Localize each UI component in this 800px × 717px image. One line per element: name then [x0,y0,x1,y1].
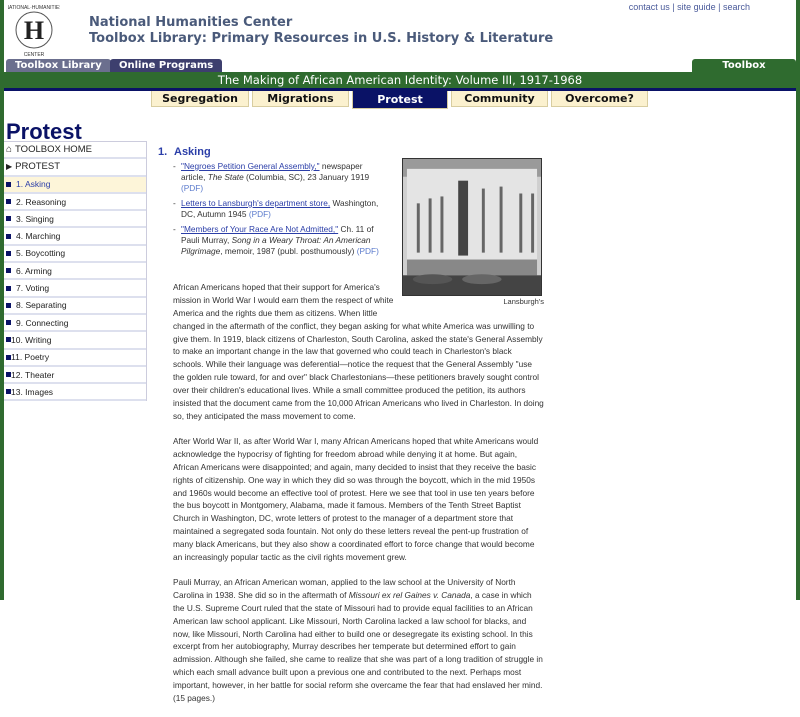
tab-online-programs[interactable]: Online Programs [110,59,222,72]
contact-link[interactable]: contact us [628,2,670,12]
subtab-overcome[interactable]: Overcome? [551,91,648,107]
sidebar-item-12[interactable] [4,367,146,384]
section-number: 1. [158,146,168,158]
source-text: Ch. 11 of Pauli Murray, [181,223,374,245]
pdf-link[interactable]: (PDF) [248,208,271,219]
home-icon: ⌂ [6,144,13,156]
subtab-segregation[interactable]: Segregation [151,91,249,107]
photo-caption: Lansburgh's [503,296,544,306]
sidebar-item-label: 7. Voting [16,283,50,294]
nhc-logo[interactable] [8,2,60,58]
source-link[interactable]: "Negroes Petition General Assembly," [181,160,320,171]
pdf-link[interactable]: (PDF) [356,245,379,256]
tab-toolbox-library[interactable]: Toolbox Library [6,59,111,72]
svg-text:NATIONAL·HUMANITIES: NATIONAL·HUMANITIES [8,5,60,11]
sidebar-home[interactable] [4,142,146,159]
top-links: contact us | site guide | search [628,2,750,12]
sidebar-item-5[interactable] [4,246,146,263]
list-item [173,161,388,194]
site-subtitle: Toolbox Library: Primary Resources in U.S. History & Literature [89,31,554,46]
volume-banner: The Making of African American Identity: Volume III, 1917-1968 [4,72,796,88]
source-list [173,161,388,257]
bullet-square-icon [6,199,11,204]
page-title: Protest [6,119,82,144]
sidebar-item-label: 4. Marching [16,231,61,242]
sidebar-item-label: 3. Singing [16,213,54,224]
source-link[interactable]: Letters to Lansburgh's department store, [181,197,331,208]
sidebar-item-4[interactable] [4,228,146,245]
paragraph-text: , a case in which the U.S. Supreme Court ruled that the state of Missouri had to provide equal facilities to an African American law school applicant. Like Missouri, North Carolina lacked a law school for blacks, and now, like Missouri, North Carolina had either to build one or desegregate its existing school. In this excerpt from her autobiography, Murray describes her temperate but determined effort to gain admission. Although she failed, she came to realize that she was part of a long tradition of struggle in which each small advance built upon a previous one and contributed to the next. Perhaps most important, however, in her battle for social reform she overcame the fear that had enslaved her mind. (15 pages.) [173,589,543,704]
site-header [89,15,553,47]
paragraph-text: Pauli Murray, an African American woman, applied to the law school at the University of North Carolina in 1938. She did so in the aftermath of [173,576,516,600]
site-guide-link[interactable]: site guide [677,2,716,12]
section-title: Asking [174,146,211,158]
subtab-community[interactable]: Community [451,91,548,107]
search-link[interactable]: search [722,2,750,12]
pdf-link[interactable]: (PDF) [181,182,204,193]
sidebar-item-8[interactable] [4,298,146,315]
sidebar-item-3[interactable] [4,211,146,228]
sidebar-item-label: 13. Images [11,386,54,397]
sidebar-section-label: PROTEST [15,161,61,173]
sidebar-item-7[interactable] [4,280,146,297]
intro-paragraph-1: African Americans hoped that their support for America's mission in World War I would earn them the respect of white America and the rights due them as citizens. When little changed in the aftermath of the conflict, they began asking for what white America was unwilling to give them. In 1919, black citizens of Charleston, South Carolina, asked the state's General Assembly to make an important change in the law that governed who could teach in Charleston's black schools. While their language was deferential—notice the request that the General Assembly "use the golden rule toward, for and over" black Charlestonians—these petitioners bravely sought control over their children's educational lives. While a small committee produced the petition, its authors insisted that the document came from the 10,000 African Americans who lived in Charleston. In doing so, they anticipated the mass movement to come. [173,281,544,421]
sidebar-item-label: 2. Reasoning [16,196,67,207]
bullet-square-icon [6,216,11,221]
bullet-square-icon [6,268,11,273]
sidebar-item-10[interactable] [4,332,146,349]
sidebar-item-label: 5. Boycotting [16,248,66,259]
subtab-protest[interactable]: Protest [352,91,448,109]
sidebar-item-label: 8. Separating [16,300,67,311]
main-content [158,146,544,717]
intro-paragraph-3 [173,576,544,705]
sidebar-item-2[interactable] [4,194,146,211]
sidebar-home-label: TOOLBOX HOME [15,144,92,156]
bullet-square-icon [6,234,11,239]
source-text: (Columbia, SC), 23 January 1919 [243,171,370,182]
list-item [173,198,388,220]
sidebar-item-11[interactable] [4,350,146,367]
source-publication: Song in a Weary Throat: An American Pilgrimage [181,234,371,256]
tab-toolbox[interactable]: Toolbox [692,59,796,72]
svg-text:H: H [23,16,45,45]
sidebar-section-protest[interactable] [4,159,146,176]
case-name: Missouri ex rel Gaines v. Canada [348,589,471,600]
sidebar-item-13[interactable] [4,384,146,401]
photo-figure [402,158,544,309]
subtab-migrations[interactable]: Migrations [252,91,349,107]
bullet-square-icon [6,303,11,308]
triangle-right-icon: ▶ [6,162,13,172]
bullet-square-icon [6,182,11,187]
bullet-square-icon [6,320,11,325]
sidebar-item-9[interactable] [4,315,146,332]
source-text: Washington, DC, Autumn 1945 [181,197,379,219]
bullet-square-icon [6,251,11,256]
sidebar-item-label: 9. Connecting [16,317,69,328]
sidebar-item-6[interactable] [4,263,146,280]
svg-text:CENTER: CENTER [23,52,45,58]
sidebar-item-1[interactable] [4,177,146,194]
source-publication: The State [207,171,244,182]
source-text: , memoir, 1987 (publ. posthumously) [220,245,357,256]
sidebar-item-label: 11. Poetry [11,352,50,363]
intro-paragraph-2: After World War II, as after World War I, many African Americans hoped that white Americans would acknowledge the hypocrisy of fighting for freedom abroad while denying it at home. But again, African Americans were disappointed; and again, many decided to insist that they receive the basic rights of citizenship. One way in which they did so was through the boycott, which in the mid 1950s and 1960s would become an effective tool of protest. Here we see that tool in use ten years before the bus boycott in Montgomery, Alabama, made it famous. Members of the Tenth Street Baptist Church in Washington, DC, wrote letters of protest to the manager of a department store that maintained a segregated soda fountain. Not only do these letters reveal the pent-up frustration of many black Americans, but they also show a coordinated effort to force change that would become an increasingly popular tactic as the civil rights movement grew. [173,435,539,563]
bullet-square-icon [6,286,11,291]
lansburghs-photo[interactable] [402,158,542,296]
sidebar-item-label: 1. Asking [16,179,51,190]
sidebar-item-label: 12. Theater [11,369,55,380]
org-name: National Humanities Center [89,15,293,30]
sidebar-item-label: 10. Writing [11,334,52,345]
source-text: newspaper article, [181,160,363,182]
sidebar [4,141,147,401]
list-item [173,224,388,257]
sidebar-item-label: 6. Arming [16,265,52,276]
source-link[interactable]: "Members of Your Race Are Not Admitted," [181,223,339,234]
